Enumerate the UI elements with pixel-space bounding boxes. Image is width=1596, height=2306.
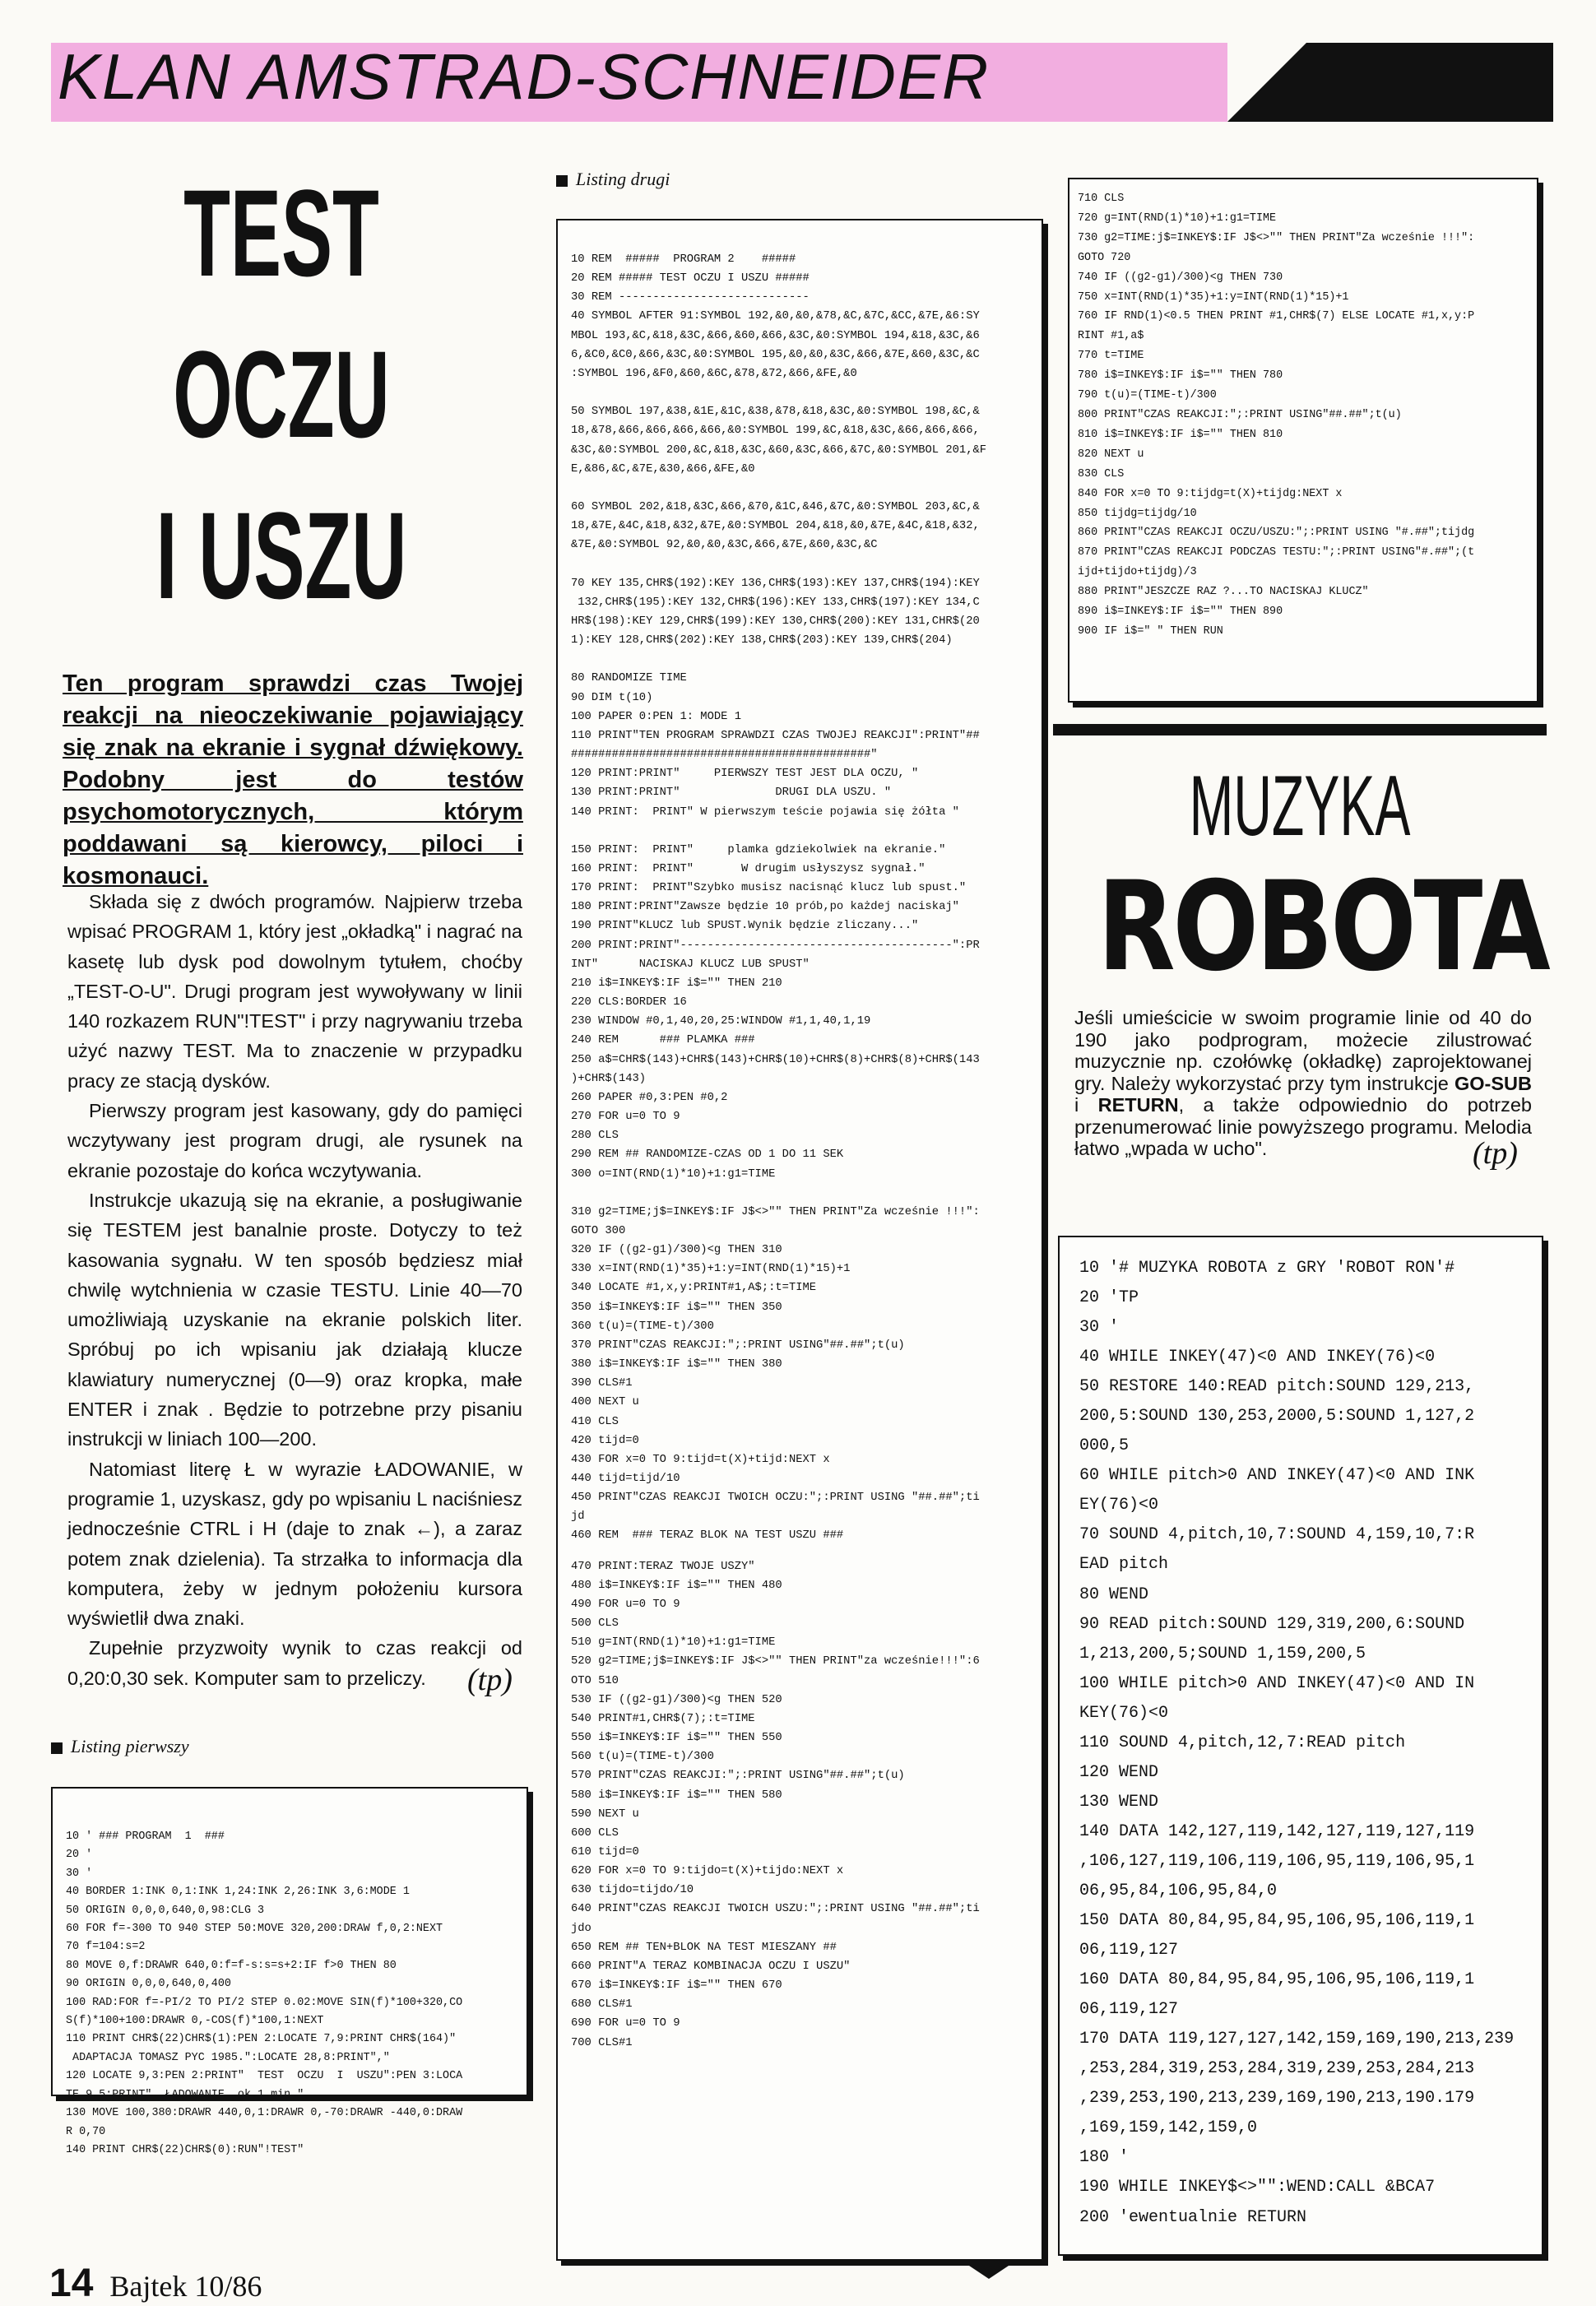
article-signature: (tp) (467, 1663, 513, 1697)
listing-2-label (556, 169, 670, 190)
page-footer (49, 2261, 262, 2306)
listing-2-code-part-3: 710 CLS 720 g=INT(RND(1)*10)+1:g1=TIME 730 g2=TIME:j$=INKEY$:IF J$<>"" THEN PRINT"Za wcześnie !!!": GOTO 720 740 IF ((g2-g1)/300)<g THEN 730 750 x=INT(RND(1)*35)+1:y=INT(RND(1)*15)+1 760 IF RND(1)<0.5 THEN PRINT #1,CHR$(7) ELSE LOCATE #1,x,y:P RINT #1,a$ 770 t=TIME 780 i$=INKEY$:IF i$="" THEN 780 790 t(u)=(TIME-t)/300 800 PRINT"CZAS REAKCJI:";:PRINT USING"##.##";t(u) 810 i$=INKEY$:IF i$="" THEN 810 820 NEXT u 830 CLS 840 FOR x=0 TO 9:tijdg=t(X)+tijdg:NEXT x 850 tijdg=tijdg/10 860 PRINT"CZAS REAKCJI OCZU/USZU:";:PRINT USING "#.##";tijdg 870 PRINT"CZAS REAKCJI PODCZAS TESTU:";:PRINT USING"#.##";(t ijd+tijdo+tijdg)/3 880 PRINT"JESZCZE RAZ ?...TO NACISKAJ KLUCZ" 890 i$=INKEY$:IF i$="" THEN 890 900 IF i$=" " THEN RUN (1078, 193, 1475, 638)
section-divider (1053, 724, 1547, 735)
muzyka-listing-box (1058, 1236, 1543, 2256)
article-body (67, 887, 522, 1693)
keyword-return: RETURN (1097, 1094, 1179, 1116)
muzyka-title: MUZYKA (1189, 759, 1411, 854)
muzyka-body-text: Jeśli umieścicie w swoim programie linie od 40 do 190 jako podprogram, możecie zilustrować muzycznie np. czołówkę (okładkę) zaprojektowanej gry. Należy wykorzystać przy tym instrukcje (1074, 1007, 1532, 1094)
listing-1-label (51, 1736, 189, 1757)
square-bullet-icon (556, 175, 568, 187)
listing-2-code-part-1: 10 REM ##### PROGRAM 2 ##### 20 REM ##### TEST OCZU I USZU ##### 30 REM ---------------------------- 40 SYMBOL AFTER 91:SYMBOL 192,&0,&0,&78,&C,&7C,&CC,&7E,&6:SY MBOL 193,&C,&18,&3C,&66,&60,&66,&3C,&0:SYMBOL 194,&18,&3C,&6 6,&C0,&C0,&66,&3C,&0:SYMBOL 195,&0,&0,&3C,&66,&7E,&60,&3C,&C :SYMBOL 196,&F0,&60,&6C,&78,&72,&66,&FE,&0 50 SYMBOL 197,&38,&1E,&1C,&38,&78,&18,&3C,&0:SYMBOL 198,&C,& 18,&78,&66,&66,&66,&66,&0:SYMBOL 199,&C,&18,&3C,&66,&66,&66, &3C,&0:SYMBOL 200,&C,&18,&3C,&60,&3C,&66,&7C,&0:SYMBOL 201,&F E,&86,&C,&7E,&30,&66,&FE,&0 60 SYMBOL 202,&18,&3C,&66,&70,&1C,&46,&7C,&0:SYMBOL 203,&C,& 18,&7E,&4C,&18,&32,&7E,&0:SYMBOL 204,&18,&0,&7E,&4C,&18,&32, &7E,&0:SYMBOL 92,&0,&0,&3C,&66,&7E,&60,&3C,&C 70 KEY 135,CHR$(192):KEY 136,CHR$(193):KEY 137,CHR$(194):KEY 132,CHR$(195):KEY 132,CHR$(196):KEY 133,CHR$(197):KEY 134,C HR$(198):KEY 129,CHR$(199):KEY 130,CHR$(200):KEY 131,CHR$(20 1):KEY 128,CHR$(202):KEY 138,CHR$(203):KEY 139,CHR$(204) 80 RANDOMIZE TIME 90 DIM t(10) 100 PAPER 0:PEN 1: MODE 1 110 PRINT"TEN PROGRAM SPRAWDZI CZAS TWOJEJ REAKCJI":PRINT"## ############################################" 120 PRINT:PRINT" PIERWSZY TEST JEST DLA OCZU, " 130 PRINT:PRINT" DRUGI DLA USZU. " 140 PRINT: PRINT" W pierwszym teście pojawia się żółta " 150 PRINT: PRINT" plamka gdziekolwiek na ekranie." 160 PRINT: PRINT" W drugim usłyszysz sygnał." 170 PRINT: PRINT"Szybko musisz nacisnąć klucz lub spust." 180 PRINT:PRINT"Zawsze będzie 10 prób,po każdej naciskaj" 190 PRINT"KLUCZ lub SPUST.Wynik będzie zliczany..." 200 PRINT:PRINT"----------------------------------------":PR INT" NACISKAJ KLUCZ LUB SPUST" 210 i$=INKEY$:IF i$="" THEN 210 220 CLS:BORDER 16 230 WINDOW #0,1,40,20,25:WINDOW #1,1,40,1,19 240 REM ### PLAMKA ### 250 a$=CHR$(143)+CHR$(143)+CHR$(10)+CHR$(8)+CHR$(8)+CHR$(143 )+CHR$(143) 260 PAPER #0,3:PEN #0,2 270 FOR u=0 TO 9 280 CLS 290 REM ## RANDOMIZE-CZAS OD 1 DO 11 SEK 300 o=INT(RND(1)*10)+1:g1=TIME 310 g2=TIME;j$=INKEY$:IF J$<>"" THEN PRINT"Za wcześnie !!!": GOTO 300 320 IF ((g2-g1)/300)<g THEN 310 330 x=INT(RND(1)*35)+1:y=INT(RND(1)*15)+1 340 LOCATE #1,x,y:PRINT#1,A$;:t=TIME 350 i$=INKEY$:IF i$="" THEN 350 360 t(u)=(TIME-t)/300 370 PRINT"CZAS REAKCJI:";:PRINT USING"##.##";t(u) 380 i$=INKEY$:IF i$="" THEN 380 390 CLS#1 400 NEXT u 410 CLS 420 tijd=0 430 FOR x=0 TO 9:tijd=t(X)+tijd:NEXT x 440 tijd=tijd/10 450 PRINT"CZAS REAKCJI TWOICH OCZU:";:PRINT USING "##.##";ti jd 460 REM ### TERAZ BLOK NA TEST USZU ### (571, 253, 987, 1543)
article-title-line-2: OCZU (173, 325, 390, 463)
article-lead: Ten program sprawdzi czas Twojej reakcji na nieoczekiwanie pojawiający się znak na ekranie i sygnał dźwiękowy. Podobny jest do testów psychomotorycznych, którym poddawani są kierowcy, piloci i kosmonauci. (63, 670, 523, 889)
listing-2-code-part-2: 470 PRINT:TERAZ TWOJE USZY" 480 i$=INKEY$:IF i$="" THEN 480 490 FOR u=0 TO 9 500 CLS 510 g=INT(RND(1)*10)+1:g1=TIME 520 g2=TIME;j$=INKEY$:IF J$<>"" THEN PRINT"za wcześnie!!!":6 OTO 510 530 IF ((g2-g1)/300)<g THEN 520 540 PRINT#1,CHR$(7);:t=TIME 550 i$=INKEY$:IF i$="" THEN 550 560 t(u)=(TIME-t)/300 570 PRINT"CZAS REAKCJI:";:PRINT USING"##.##";t(u) 580 i$=INKEY$:IF i$="" THEN 580 590 NEXT u 600 CLS 610 tijd=0 620 FOR x=0 TO 9:tijdo=t(X)+tijdo:NEXT x 630 tijdo=tijdo/10 640 PRINT"CZAS REAKCJI TWOICH USZU:";:PRINT USING "##.##";ti jdo 650 REM ## TEN+BLOK NA TEST MIESZANY ## 660 PRINT"A TERAZ KOMBINACJA OCZU I USZU" 670 i$=INKEY$:IF i$="" THEN 670 680 CLS#1 690 FOR u=0 TO 9 700 CLS#1 (571, 1560, 980, 2049)
listing-2-continuation-box (1068, 178, 1538, 703)
muzyka-body (1074, 1007, 1532, 1160)
listing-1-box (51, 1787, 528, 2156)
listing-1-label-text: Listing pierwszy (71, 1736, 189, 1756)
down-arrow-icon (959, 2259, 1018, 2279)
muzyka-body-text: i (1074, 1094, 1098, 1116)
muzyka-signature: (tp) (1473, 1136, 1518, 1171)
square-bullet-icon (51, 1742, 63, 1754)
muzyka-body-text: , a także odpowiednio do potrzeb przenumerować linie powyższego programu. Melodia łatwo „wpada w ucho". (1074, 1094, 1533, 1159)
keyword-gosub: GO-SUB (1454, 1072, 1532, 1094)
body-paragraph: Instrukcje ukazują się na ekranie, a posługiwanie się TESTEM jest banalnie proste. Dotyczy to też kasowania sygnału. W ten sposób będziesz miał chwilę wytchnienia w czasie TESTU. Linie 40—70 umożliwiają uzyskanie na ekranie polskich liter. Spróbuj po ich wpisaniu jak działają klucze klawiatury numerycznej (0—9) oraz kropka, małe ENTER i znak . Będzie to potrzebne przy pisaniu instrukcji w liniach 100—200. (67, 1189, 522, 1450)
magazine-issue: Bajtek 10/86 (109, 2270, 262, 2303)
article-title-line-3: I USZU (155, 486, 407, 624)
body-paragraph: Składa się z dwóch programów. Najpierw trzeba wpisać PROGRAM 1, który jest „okładką" i nagrać na kasetę lub dysk pod dowolnym tytułem, choćby „TEST-O-U". Drugi program jest wywoływany w linii 140 rozkazem RUN"!TEST" i przy nagrywaniu trzeba użyć nazwy TEST. Ma to znaczenie w przypadku pracy ze stacją dysków. (67, 891, 522, 1092)
article-title-line-1: TEST (183, 164, 379, 302)
muzyka-code: 10 '# MUZYKA ROBOTA z GRY 'ROBOT RON'# 20 'TP 30 ' 40 WHILE INKEY(47)<0 AND INKEY(76)<0 50 RESTORE 140:READ pitch:SOUND 129,213, 200,5:SOUND 130,253,2000,5:SOUND 1,127,2 000,5 60 WHILE pitch>0 AND INKEY(47)<0 AND INK EY(76)<0 70 SOUND 4,pitch,10,7:SOUND 4,159,10,7:R EAD pitch 80 WEND 90 READ pitch:SOUND 129,319,200,6:SOUND 1,213,200,5;SOUND 1,159,200,5 100 WHILE pitch>0 AND INKEY(47)<0 AND IN KEY(76)<0 110 SOUND 4,pitch,12,7:READ pitch 120 WEND 130 WEND 140 DATA 142,127,119,142,127,119,127,119 ,106,127,119,106,119,106,95,119,106,95,1 06,95,84,106,95,84,0 150 DATA 80,84,95,84,95,106,95,106,119,1 06,119,127 160 DATA 80,84,95,84,95,106,95,106,119,1 06,119,127 170 DATA 119,127,127,142,159,169,190,213,239 ,253,284,319,253,284,319,239,253,284,213 ,239,253,190,213,239,169,190,213,190.179 ,169,159,142,159,0 180 ' 190 WHILE INKEY$<>"":WEND:CALL &BCA7 200 'ewentualnie RETURN (1079, 1259, 1515, 2227)
body-paragraph: Natomiast literę Ł w wyrazie ŁADOWANIE, w programie 1, uzyskasz, gdy po wpisaniu L naciśniesz jednocześnie CTRL i H (daje to znak ←), a zaraz potem znak dzielenia). Ta strzałka to informacja dla komputera, żeby w jednym położeniu kursora wyświetlił dwa znaki. (67, 1458, 522, 1630)
body-paragraph: Pierwszy program jest kasowany, gdy do pamięci wczytywany jest program drugi, ale rysunek na ekranie pozostaje do końca wczytywania. (67, 1100, 522, 1181)
listing-1-code: 10 ' ### PROGRAM 1 ### 20 ' 30 ' 40 BORDER 1:INK 0,1:INK 1,24:INK 2,26:INK 3,6:MODE 1 50 ORIGIN 0,0,0,640,0,98:CLG 3 60 FOR f=-300 TO 940 STEP 50:MOVE 320,200:DRAW f,0,2:NEXT 70 f=104:s=2 80 MOVE 0,f:DRAWR 640,0:f=f-s:s=s+2:IF f>0 THEN 80 90 ORIGIN 0,0,0,640,0,400 100 RAD:FOR f=-PI/2 TO PI/2 STEP 0.02:MOVE SIN(f)*100+320,CO S(f)*100+100:DRAWR 0,-COS(f)*100,1:NEXT 110 PRINT CHR$(22)CHR$(1):PEN 2:LOCATE 7,9:PRINT CHR$(164)" ADAPTACJA TOMASZ PYC 1985.":LOCATE 28,8:PRINT"," 120 LOCATE 9,3:PEN 2:PRINT" TEST OCZU I USZU":PEN 3:LOCA TE 9,5:PRINT" ŁADOWANIE ok.1 min." 130 MOVE 100,380:DRAWR 440,0,1:DRAWR 0,-70:DRAWR -440,0:DRAW R 0,70 140 PRINT CHR$(22)CHR$(0):RUN"!TEST" (66, 1830, 463, 2156)
page-number: 14 (49, 2262, 94, 2305)
banner-wedge (1227, 43, 1306, 122)
robota-title: ROBOTA (1097, 856, 1548, 999)
listing-2-label-text: Listing drugi (576, 169, 670, 189)
body-paragraph: Zupełnie przyzwoity wynik to czas reakcji od 0,20:0,30 sek. Komputer sam to przeliczy. (67, 1637, 522, 1689)
section-title: KLAN AMSTRAD-SCHNEIDER (58, 40, 991, 113)
listing-2-box (556, 219, 1043, 2261)
banner-black-bar (1306, 43, 1553, 122)
